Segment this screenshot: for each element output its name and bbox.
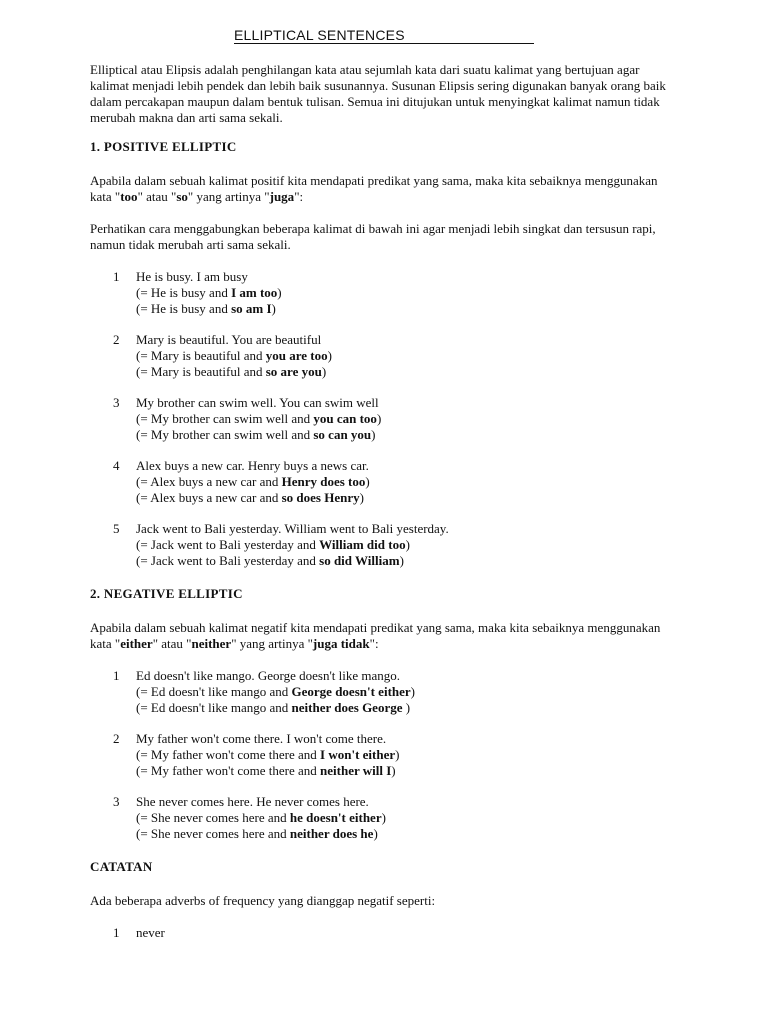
variant-text: ) [371,427,376,442]
variant-text: (= Ed doesn't like mango and [136,684,292,699]
rule-text: " yang artinya " [231,636,313,651]
example-variant-1 [136,537,680,553]
variant-text: ) [365,474,370,489]
variant-text: (= Mary is beautiful and [136,364,266,379]
negative-rule-paragraph [90,620,680,652]
variant-bold: so are you [265,364,322,379]
catatan-list [90,925,680,941]
example-variant-1 [136,411,680,427]
list-item [90,332,680,380]
example-sentence: My father won't come there. I won't come there. [136,731,387,746]
variant-text: ) [327,348,332,363]
variant-text: (= Ed doesn't like mango and [136,700,292,715]
variant-text: (= Jack went to Bali yesterday and [136,553,320,568]
negative-examples-list [90,668,680,842]
rule-text: Apabila dalam sebuah kalimat negatif kita mendapati predikat yang sama, maka kita sebaiknya menggunakan kata " [90,620,661,651]
example-sentence: Alex buys a new car. Henry buys a news car. [136,458,369,473]
item-number: 1 [113,668,120,683]
list-item [90,925,680,941]
example-variant-1 [136,348,680,364]
negative-heading: 2. NEGATIVE ELLIPTIC [90,586,243,601]
item-number: 3 [113,395,120,410]
list-item [90,668,680,716]
positive-instruction-paragraph: Perhatikan cara menggabungkan beberapa kalimat di bawah ini agar menjadi lebih singkat dan tersusun rapi, namun tidak merubah arti sama sekali. [90,221,656,252]
example-variant-1 [136,684,680,700]
variant-text: ) [405,537,410,552]
document-title: ELLIPTICAL SENTENCES [234,27,534,44]
example-variant-2 [136,427,680,443]
variant-bold: I won't either [320,747,396,762]
example-variant-2 [136,553,680,569]
variant-bold: George doesn't either [291,684,411,699]
item-number: 3 [113,794,120,809]
list-item [90,458,680,506]
example-variant-2 [136,490,680,506]
variant-bold: you can too [313,411,377,426]
positive-examples-list [90,269,680,569]
rule-text: ": [294,189,304,204]
variant-text: (= My brother can swim well and [136,411,314,426]
variant-text: ) [321,364,327,379]
positive-rule-paragraph [90,173,680,205]
example-variant-2 [136,364,680,380]
variant-bold: neither will I [320,763,392,778]
variant-text: (= Mary is beautiful and [136,348,266,363]
example-variant-2 [136,301,680,317]
catatan-heading: CATATAN [90,859,153,874]
variant-text: ) [402,700,411,715]
example-sentence: Jack went to Bali yesterday. William went to Bali yesterday. [136,521,449,536]
variant-text: (= She never comes here and [136,810,290,825]
document-body [90,62,680,956]
list-item [90,521,680,569]
variant-text: (= My father won't come there and [136,747,321,762]
variant-bold: so does Henry [281,490,360,505]
rule-text: ": [369,636,379,651]
variant-bold: so did William [319,553,400,568]
keyword-too: too [120,189,138,204]
list-item [90,269,680,317]
item-number: 1 [113,925,120,940]
variant-text: (= Alex buys a new car and [136,490,282,505]
variant-text: (= She never comes here and [136,826,290,841]
example-sentence: He is busy. I am busy [136,269,248,284]
example-variant-1 [136,285,680,301]
variant-text: ) [373,826,378,841]
example-sentence: Mary is beautiful. You are beautiful [136,332,322,347]
variant-text: ) [277,285,282,300]
variant-text: (= He is busy and [136,301,232,316]
example-variant-1 [136,810,680,826]
rule-text: " atau " [137,189,177,204]
variant-bold: William did too [319,537,406,552]
item-number: 5 [113,521,120,536]
positive-heading: 1. POSITIVE ELLIPTIC [90,139,237,154]
variant-bold: you are too [265,348,328,363]
rule-text: " yang artinya " [187,189,270,204]
variant-bold: I am too [231,285,278,300]
example-variant-1 [136,474,680,490]
example-variant-1 [136,747,680,763]
keyword-either: either [120,636,153,651]
variant-text: (= My father won't come there and [136,763,321,778]
item-number: 2 [113,731,120,746]
rule-text: Apabila dalam sebuah kalimat positif kita mendapati predikat yang sama, maka kita sebaiknya menggunakan kata " [90,173,658,204]
item-number: 4 [113,458,120,473]
example-variant-2 [136,700,680,716]
variant-text: (= My brother can swim well and [136,427,314,442]
variant-bold: neither does George [291,700,403,715]
variant-bold: Henry does too [281,474,366,489]
list-item [90,395,680,443]
variant-text: ) [359,490,364,505]
variant-text: ) [395,747,400,762]
intro-paragraph: Elliptical atau Elipsis adalah penghilangan kata atau sejumlah kata dari suatu kalimat yang bertujuan agar kalimat menjadi lebih pendek dan lebih baik susunannya. Susunan Elipsis sering digunakan banyak orang baik dalam percakapan maupun dalam bentuk tulisan. Semua ini ditujukan untuk menyingkat kalimat namun tidak merubah makna dan arti sama sekali. [90,62,666,125]
variant-text: ) [381,810,386,825]
list-item [90,794,680,842]
example-variant-2 [136,826,680,842]
variant-text: ) [399,553,404,568]
example-sentence: My brother can swim well. You can swim well [136,395,379,410]
variant-text: ) [376,411,382,426]
keyword-juga: juga [269,189,295,204]
list-item [90,731,680,779]
variant-bold: so am I [231,301,272,316]
catatan-paragraph: Ada beberapa adverbs of frequency yang dianggap negatif seperti: [90,893,436,908]
variant-bold: he doesn't either [289,810,382,825]
variant-text: (= He is busy and [136,285,232,300]
keyword-neither: neither [191,636,232,651]
variant-text: ) [410,684,416,699]
example-variant-2 [136,763,680,779]
example-sentence: Ed doesn't like mango. George doesn't like mango. [136,668,401,683]
keyword-juga-tidak: juga tidak [312,636,370,651]
rule-text: " atau " [152,636,192,651]
variant-text: ) [391,763,396,778]
variant-text: (= Alex buys a new car and [136,474,282,489]
variant-text: ) [271,301,276,316]
keyword-so: so [176,189,188,204]
item-number: 2 [113,332,120,347]
adverb-text: never [136,925,165,940]
item-number: 1 [113,269,120,284]
example-sentence: She never comes here. He never comes here. [136,794,369,809]
variant-bold: neither does he [289,826,374,841]
variant-bold: so can you [313,427,372,442]
variant-text: (= Jack went to Bali yesterday and [136,537,320,552]
